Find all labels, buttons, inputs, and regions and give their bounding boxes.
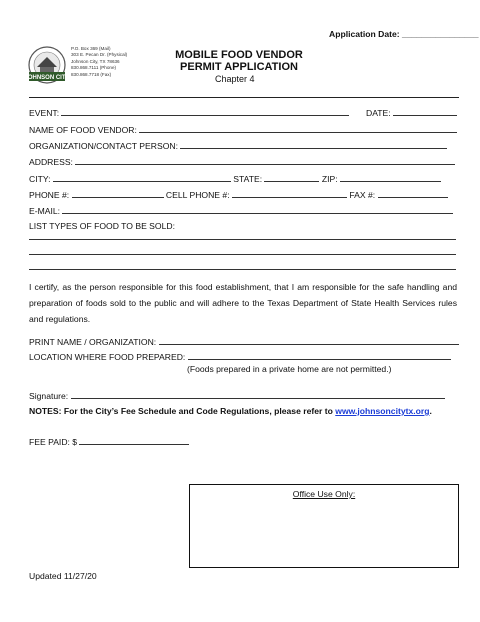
office-use-label: Office Use Only:	[292, 489, 356, 499]
notes: NOTES: For the City’s Fee Schedule and Code Regulations, please refer to www.johnsoncitytx.org.	[29, 406, 432, 416]
location-field[interactable]	[188, 351, 451, 360]
food-types-line[interactable]	[29, 254, 456, 255]
private-home-note: (Foods prepared in a private home are not permitted.)	[187, 364, 392, 374]
signature-field[interactable]	[71, 390, 445, 399]
phone-row: PHONE #: CELL PHONE #: FAX #:	[29, 189, 448, 201]
cell-phone-field[interactable]	[232, 189, 347, 198]
title-line2: PERMIT APPLICATION	[180, 61, 298, 73]
address-row: ADDRESS:	[29, 156, 455, 168]
state-field[interactable]	[264, 173, 319, 182]
subtitle: Chapter 4	[215, 74, 255, 84]
city-field[interactable]	[53, 173, 231, 182]
header-divider	[29, 97, 459, 98]
org-row: ORGANIZATION/CONTACT PERSON:	[29, 140, 447, 152]
fee-paid-row: FEE PAID: $	[29, 436, 189, 448]
city-row: CITY: STATE: ZIP:	[29, 173, 441, 185]
food-types-line[interactable]	[29, 269, 456, 270]
office-use-box	[189, 484, 459, 568]
location-row: LOCATION WHERE FOOD PREPARED:	[29, 351, 451, 363]
city-address-block: P.O. Box 369 (Mail) 303 E. Pecan Dr. (Physical) Johnson City, TX 78636 830.868.7111 (Phone) 830.868.7718 (Fax)	[71, 46, 128, 77]
fax-field[interactable]	[378, 189, 448, 198]
fee-paid-field[interactable]	[79, 436, 189, 445]
updated-date: Updated 11/27/20	[29, 571, 97, 581]
application-date-label: Application Date: ________________	[329, 29, 479, 39]
certification-text: I certify, as the person responsible for this food establishment, that I am responsible for the safe handling and preparation of foods sold to the public and will adhere to the Texas Department of State Health Services rules and regulations.	[29, 282, 457, 324]
vendor-name-field[interactable]	[139, 124, 457, 133]
title-line1: MOBILE FOOD VENDOR	[175, 49, 303, 61]
print-name-field[interactable]	[159, 336, 459, 345]
event-field[interactable]	[61, 107, 349, 116]
zip-field[interactable]	[340, 173, 441, 182]
print-name-row: PRINT NAME / ORGANIZATION:	[29, 336, 459, 348]
address-field[interactable]	[75, 156, 455, 165]
food-types-label: LIST TYPES OF FOOD TO BE SOLD:	[29, 221, 175, 231]
city-website-link[interactable]: www.johnsoncitytx.org	[335, 406, 430, 416]
email-field[interactable]	[62, 205, 453, 214]
svg-text:JOHNSON CITY: JOHNSON CITY	[24, 75, 70, 81]
phone-field[interactable]	[72, 189, 164, 198]
event-row: EVENT:	[29, 107, 349, 119]
date-row: DATE:	[366, 107, 457, 119]
email-row: E-MAIL:	[29, 205, 453, 217]
signature-row: Signature:	[29, 390, 445, 402]
date-field[interactable]	[393, 107, 457, 116]
vendor-row: NAME OF FOOD VENDOR:	[29, 124, 457, 136]
city-seal-logo	[24, 45, 70, 91]
org-contact-field[interactable]	[180, 140, 447, 149]
food-types-line[interactable]	[29, 239, 456, 240]
